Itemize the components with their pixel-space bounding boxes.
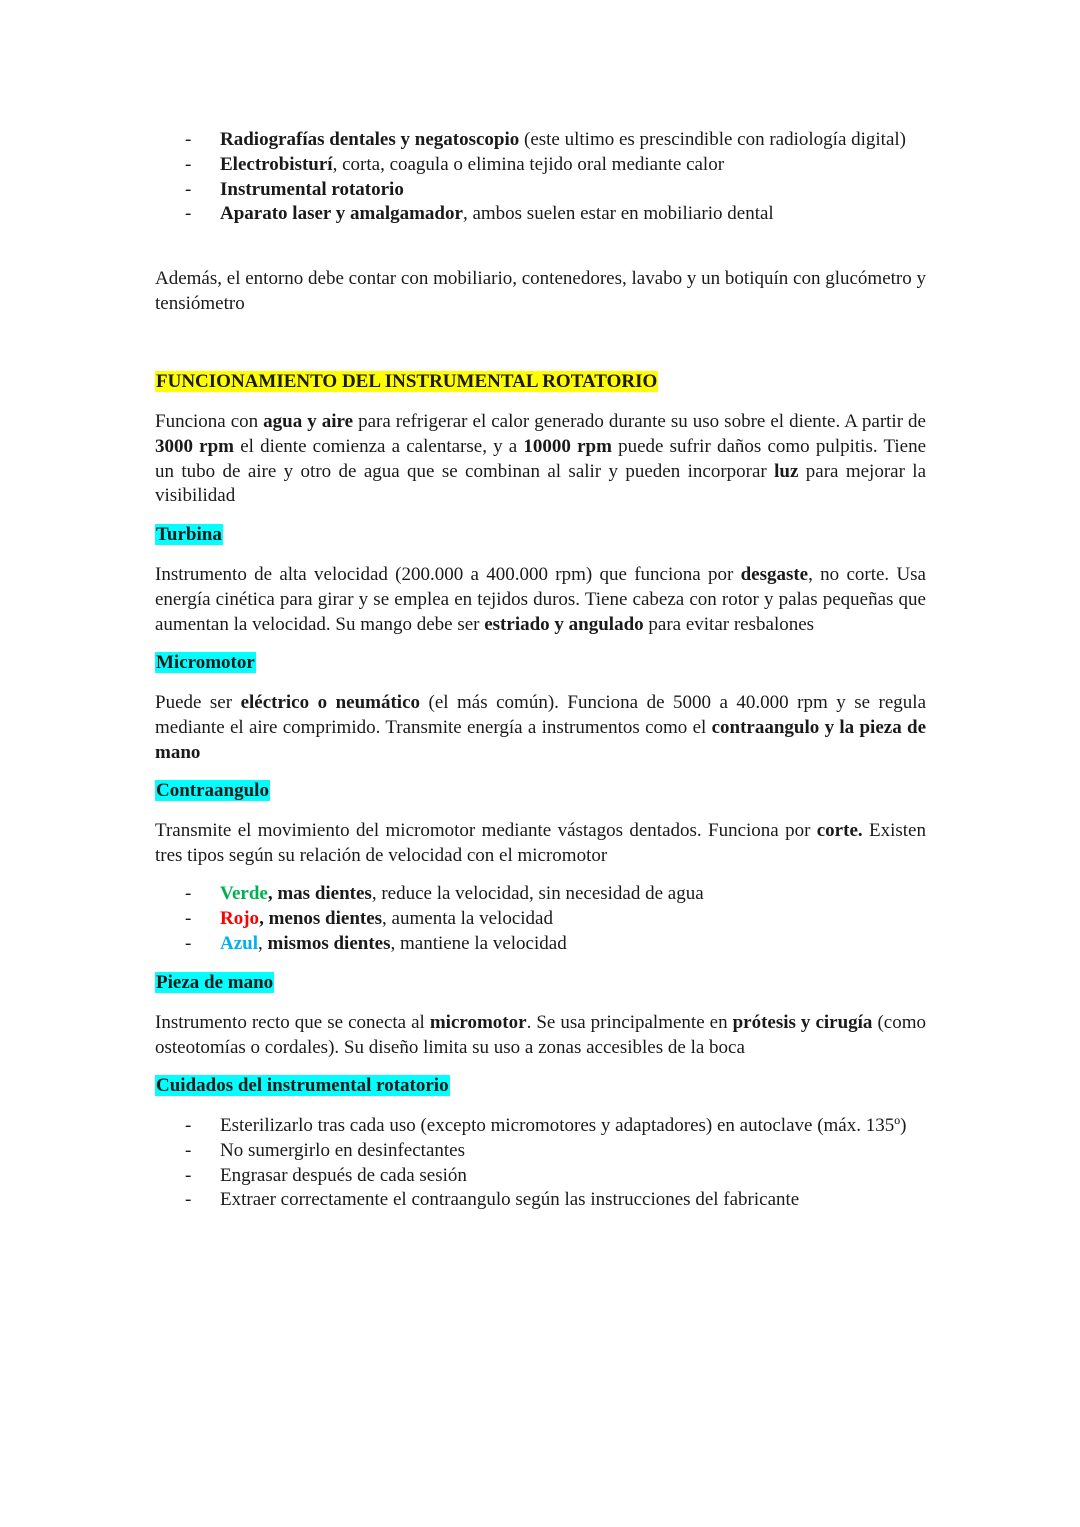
contraangulo-paragraph: Transmite el movimiento del micromotor mediante vástagos dentados. Funciona por corte. Existen tres tipos según su relación de velocidad con el micromotor xyxy=(155,820,926,866)
turbina-heading-text: Turbina xyxy=(156,524,222,545)
color-label-green: Verde xyxy=(220,883,268,904)
cuidados-list xyxy=(155,1114,926,1213)
list-item: - Extraer correctamente el contraangulo según las instrucciones del fabricante xyxy=(155,1188,926,1213)
contraangulo-types-list xyxy=(155,882,926,956)
cuidados-heading-text: Cuidados del instrumental rotatorio xyxy=(156,1075,449,1096)
list-item: - Radiografías dentales y negatoscopio (este ultimo es prescindible con radiología digital) xyxy=(155,128,926,153)
list-item: - Electrobisturí, corta, coagula o elimina tejido oral mediante calor xyxy=(155,153,926,178)
function-paragraph: Funciona con agua y aire para refrigerar el calor generado durante su uso sobre el diente. A partir de 3000 rpm el diente comienza a calentarse, y a 10000 rpm puede sufrir daños como pulpitis. Tiene un tubo de aire y otro de agua que se combinan al salir y pueden incorporar luz para mejorar la visibilidad xyxy=(155,411,927,507)
list-item: - Rojo, menos dientes, aumenta la velocidad xyxy=(155,907,926,932)
contraangulo-heading xyxy=(155,779,926,804)
contraangulo-heading-text: Contraangulo xyxy=(156,780,269,801)
list-item: - Azul, mismos dientes, mantiene la velocidad xyxy=(155,932,926,957)
list-item: - Instrumental rotatorio xyxy=(155,178,926,203)
turbina-paragraph: Instrumento de alta velocidad (200.000 a 400.000 rpm) que funciona por desgaste, no corte. Usa energía cinética para girar y se emplea en tejidos duros. Tiene cabeza con rotor y palas pequeñas que aumentan la velocidad. Su mango debe ser estriado y angulado para evitar resbalones xyxy=(155,564,926,635)
list-item: - Esterilizarlo tras cada uso (excepto micromotores y adaptadores) en autoclave (máx. 135º) xyxy=(155,1114,926,1139)
section-title xyxy=(155,370,926,395)
micromotor-paragraph: Puede ser eléctrico o neumático (el más común). Funciona de 5000 a 40.000 rpm y se regula mediante el aire comprimido. Transmite energía a instrumentos como el contraangulo y la pieza de mano xyxy=(155,692,926,763)
list-item: - Aparato laser y amalgamador, ambos suelen estar en mobiliario dental xyxy=(155,202,926,227)
pieza-de-mano-heading xyxy=(155,971,926,996)
pieza-de-mano-heading-text: Pieza de mano xyxy=(156,972,274,993)
color-label-blue: Azul xyxy=(220,932,258,954)
cuidados-heading xyxy=(155,1074,926,1099)
pieza-de-mano-paragraph: Instrumento recto que se conecta al micromotor. Se usa principalmente en prótesis y cirugía (como osteotomías o cordales). Su diseño limita su uso a zonas accesibles de la boca xyxy=(155,1012,926,1058)
section-title-text: FUNCIONAMIENTO DEL INSTRUMENTAL ROTATORIO xyxy=(156,371,658,392)
turbina-heading xyxy=(155,523,926,548)
color-label-red: Rojo xyxy=(220,907,260,929)
micromotor-heading-text: Micromotor xyxy=(156,652,255,673)
list-item: - No sumergirlo en desinfectantes xyxy=(155,1139,926,1164)
micromotor-heading xyxy=(155,651,926,676)
intro-paragraph: Además, el entorno debe contar con mobiliario, contenedores, lavabo y un botiquín con glucómetro y tensiómetro xyxy=(155,268,926,314)
list-item: - Engrasar después de cada sesión xyxy=(155,1164,926,1189)
list-item: - Verde, mas dientes, reduce la velocidad, sin necesidad de agua xyxy=(155,882,926,907)
equipment-list xyxy=(155,128,926,227)
